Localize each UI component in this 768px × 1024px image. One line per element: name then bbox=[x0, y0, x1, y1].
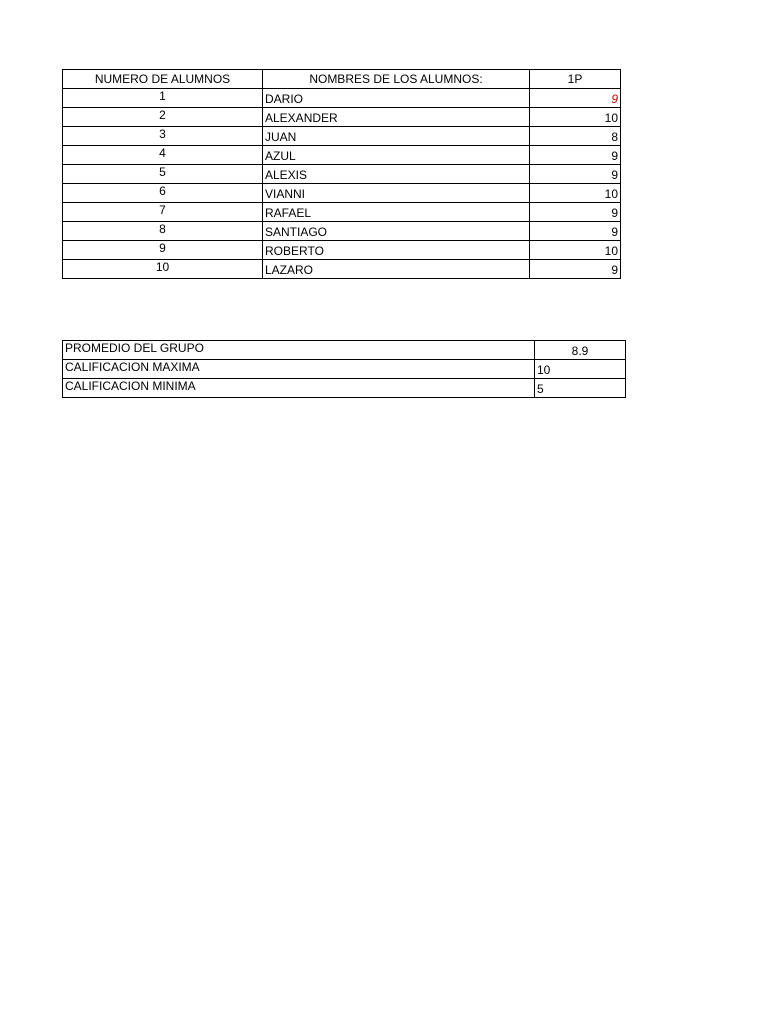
student-number-cell[interactable]: 5 bbox=[63, 165, 263, 184]
student-grade-cell[interactable]: 10 bbox=[530, 184, 621, 203]
table-row bbox=[63, 89, 621, 108]
student-name-cell[interactable]: RAFAEL bbox=[263, 203, 530, 222]
student-grade-cell[interactable]: 9 bbox=[530, 203, 621, 222]
table-row bbox=[63, 241, 621, 260]
table-row bbox=[63, 222, 621, 241]
table-row bbox=[63, 165, 621, 184]
student-name-cell[interactable]: JUAN bbox=[263, 127, 530, 146]
max-value[interactable]: 10 bbox=[535, 360, 626, 379]
header-number[interactable]: NUMERO DE ALUMNOS bbox=[63, 70, 263, 89]
min-value[interactable]: 5 bbox=[535, 379, 626, 398]
student-number-cell[interactable]: 4 bbox=[63, 146, 263, 165]
min-label[interactable]: CALIFICACION MINIMA bbox=[63, 379, 535, 398]
table-row bbox=[63, 260, 621, 279]
header-grade[interactable]: 1P bbox=[530, 70, 621, 89]
stats-row-average bbox=[63, 341, 626, 360]
student-grade-cell[interactable]: 9 bbox=[530, 260, 621, 279]
stats-row-max bbox=[63, 360, 626, 379]
student-grade-cell[interactable]: 8 bbox=[530, 127, 621, 146]
student-number-cell[interactable]: 6 bbox=[63, 184, 263, 203]
table-row bbox=[63, 184, 621, 203]
table-row bbox=[63, 108, 621, 127]
student-name-cell[interactable]: VIANNI bbox=[263, 184, 530, 203]
average-label[interactable]: PROMEDIO DEL GRUPO bbox=[63, 341, 535, 360]
table-row bbox=[63, 203, 621, 222]
student-grade-cell[interactable]: 10 bbox=[530, 241, 621, 260]
student-number-cell[interactable]: 1 bbox=[63, 89, 263, 108]
student-name-cell[interactable]: SANTIAGO bbox=[263, 222, 530, 241]
header-row bbox=[63, 70, 621, 89]
student-number-cell[interactable]: 2 bbox=[63, 108, 263, 127]
student-grade-cell[interactable]: 9 bbox=[530, 165, 621, 184]
student-name-cell[interactable]: LAZARO bbox=[263, 260, 530, 279]
average-value[interactable]: 8.9 bbox=[535, 341, 626, 360]
student-number-cell[interactable]: 7 bbox=[63, 203, 263, 222]
student-grade-cell[interactable]: 10 bbox=[530, 108, 621, 127]
student-number-cell[interactable]: 8 bbox=[63, 222, 263, 241]
table-row bbox=[63, 127, 621, 146]
student-name-cell[interactable]: AZUL bbox=[263, 146, 530, 165]
student-grade-cell[interactable]: 9 bbox=[530, 89, 621, 108]
students-table bbox=[62, 69, 621, 279]
student-name-cell[interactable]: ALEXIS bbox=[263, 165, 530, 184]
stats-row-min bbox=[63, 379, 626, 398]
student-number-cell[interactable]: 9 bbox=[63, 241, 263, 260]
max-label[interactable]: CALIFICACION MAXIMA bbox=[63, 360, 535, 379]
student-number-cell[interactable]: 3 bbox=[63, 127, 263, 146]
student-number-cell[interactable]: 10 bbox=[63, 260, 263, 279]
stats-table bbox=[62, 340, 626, 398]
student-name-cell[interactable]: DARIO bbox=[263, 89, 530, 108]
student-name-cell[interactable]: ROBERTO bbox=[263, 241, 530, 260]
student-name-cell[interactable]: ALEXANDER bbox=[263, 108, 530, 127]
table-row bbox=[63, 146, 621, 165]
student-grade-cell[interactable]: 9 bbox=[530, 146, 621, 165]
student-grade-cell[interactable]: 9 bbox=[530, 222, 621, 241]
header-name[interactable]: NOMBRES DE LOS ALUMNOS: bbox=[263, 70, 530, 89]
